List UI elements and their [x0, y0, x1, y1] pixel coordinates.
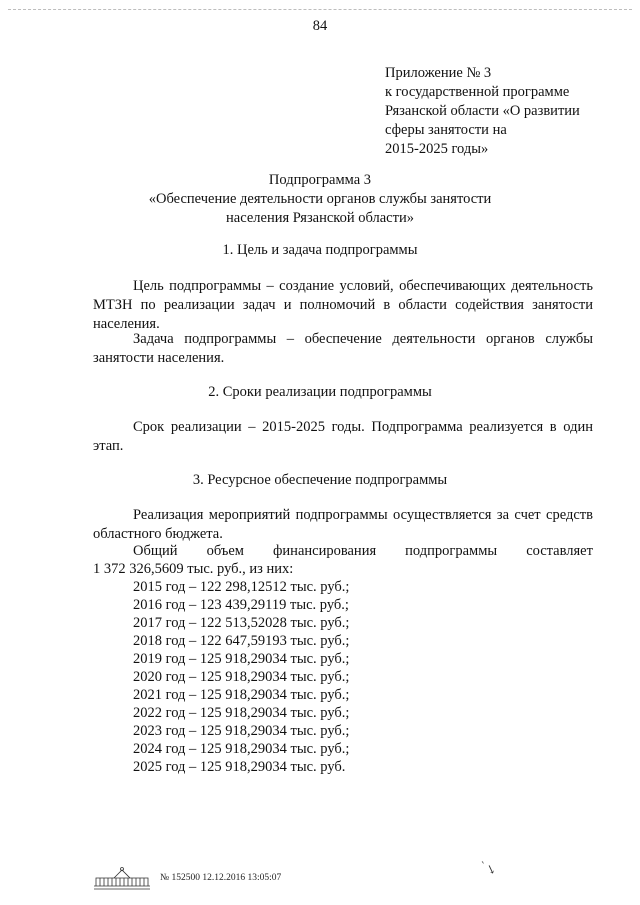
scan-border: [8, 9, 632, 10]
year-funding-row: 2017 год – 122 513,52028 тыс. руб.;: [133, 615, 350, 631]
total-word: подпрограммы: [405, 543, 498, 559]
section1-task: Задача подпрограммы – обеспечение деятельности органов службы занятости населения.: [93, 331, 593, 366]
page-number: 84: [312, 18, 328, 34]
year-funding-row: 2015 год – 122 298,12512 тыс. руб.;: [133, 579, 350, 595]
year-funding-row: 2022 год – 125 918,29034 тыс. руб.;: [133, 705, 350, 721]
handwritten-mark-icon: ` ↘: [477, 858, 499, 878]
total-word: объем: [206, 543, 244, 559]
subprogram-title: Подпрограмма 3: [268, 172, 372, 188]
section2-text: Срок реализации – 2015-2025 годы. Подпрограмма реализуется в один этап.: [93, 419, 593, 454]
total-funding-amount: 1 372 326,5609 тыс. руб., из них:: [93, 561, 294, 577]
year-funding-row: 2023 год – 125 918,29034 тыс. руб.;: [133, 723, 350, 739]
year-funding-row: 2021 год – 125 918,29034 тыс. руб.;: [133, 687, 350, 703]
year-funding-row: 2016 год – 123 439,29119 тыс. руб.;: [133, 597, 349, 613]
appendix-line: Рязанской области «О развитии: [385, 103, 580, 119]
total-funding-line: [133, 542, 593, 561]
appendix-line: к государственной программе: [385, 84, 570, 100]
section3-heading: 3. Ресурсное обеспечение подпрограммы: [192, 472, 448, 488]
section2-heading: 2. Сроки реализации подпрограммы: [208, 384, 432, 400]
appendix-line: 2015-2025 годы»: [385, 141, 489, 157]
year-funding-row: 2025 год – 125 918,29034 тыс. руб.: [133, 759, 346, 775]
year-funding-row: 2018 год – 122 647,59193 тыс. руб.;: [133, 633, 350, 649]
year-funding-row: 2020 год – 125 918,29034 тыс. руб.;: [133, 669, 350, 685]
total-word: составляет: [526, 543, 593, 559]
appendix-line: Приложение № 3: [385, 65, 492, 81]
year-funding-row: 2024 год – 125 918,29034 тыс. руб.;: [133, 741, 350, 757]
year-funding-row: 2019 год – 125 918,29034 тыс. руб.;: [133, 651, 350, 667]
section1-heading: 1. Цель и задача подпрограммы: [222, 242, 418, 258]
appendix-line: сферы занятости на: [385, 122, 507, 138]
registration-number: № 152500 12.12.2016 13:05:07: [160, 873, 282, 883]
appendix-block: [385, 64, 615, 159]
subprogram-name-line1: «Обеспечение деятельности органов службы занятости: [148, 191, 492, 207]
subprogram-name-line2: населения Рязанской области»: [226, 210, 414, 226]
section3-text: Реализация мероприятий подпрограммы осуществляется за счет средств областного бюджета.: [93, 507, 593, 542]
section1-goal: Цель подпрограммы – создание условий, обеспечивающих деятельность МТЗН по реализации задач и полномочий в области содействия занятости населения.: [93, 278, 593, 332]
total-word: Общий: [133, 543, 178, 559]
total-word: финансирования: [273, 543, 377, 559]
